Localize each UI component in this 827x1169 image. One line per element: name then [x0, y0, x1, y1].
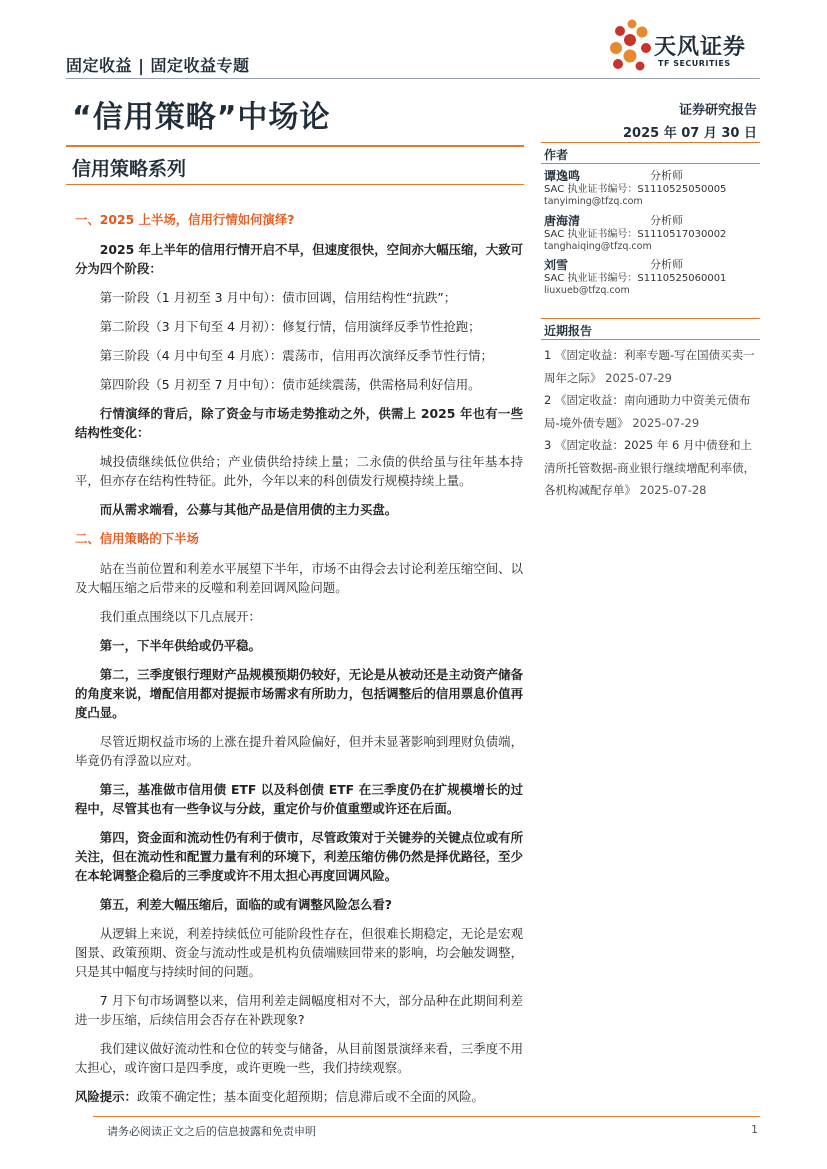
author-cert: SAC 执业证书编号：S1110525050005	[544, 184, 727, 195]
series-divider-bottom	[66, 184, 524, 185]
recent-report-date: 2025-07-29	[632, 415, 700, 430]
author-block	[544, 259, 760, 297]
logo-text: 天风证券	[654, 35, 747, 60]
footer-divider	[93, 1116, 760, 1117]
paragraph: 从逻辑上来说，利差持续低位可能阶段性存在，但很难长期稳定，无论是宏观图景、政策预期、资金与流动性或是机构负债端赎回带来的影响，均会触发调整，只是其中幅度与持续时间的问题。	[75, 926, 523, 979]
author-email[interactable]: tanghaiqing@tfzq.com	[544, 241, 652, 252]
risk-text: 政策不确定性；基本面变化超预期；信息滞后或不全面的风险。	[136, 1089, 484, 1104]
series-divider-top	[66, 145, 524, 147]
paragraph: 城投债继续低位供给；产业债供给持续上量；二永债的供给虽与往年基本持平，但亦存在结构性特征。此外，今年以来的科创债发行规模持续上量。	[75, 454, 523, 488]
paragraph: 我们建议做好流动性和仓位的转变与储备，从目前图景演绎来看，三季度不用太担心，或许窗口是四季度，或许更晚一些，我们持续观察。	[75, 1041, 523, 1075]
paragraph: 第三阶段（4 月中旬至 4 月底）：震荡市，信用再次演绎反季节性行情；	[99, 348, 493, 363]
paragraph: 行情演绎的背后，除了资金与市场走势推动之外，供需上 2025 年也有一些结构性变化：	[75, 406, 523, 440]
author-block	[544, 170, 760, 208]
author-role: 分析师	[650, 214, 683, 227]
recent-report-title[interactable]: 3 《固定收益：2025 年 6 月中债登和上清所托管数据-商业银行继续增配利率债，各机构减配存单》	[544, 438, 756, 497]
company-logo	[608, 18, 768, 74]
recent-reports-list	[544, 344, 760, 502]
paragraph: 第五，利差大幅压缩后，面临的或有调整风险怎么看?	[99, 897, 392, 912]
author-cert: SAC 执业证书编号：S1110517030002	[544, 229, 727, 240]
paragraph: 站在当前位置和利差水平展望下半年，市场不由得会去讨论利差压缩空间、以及大幅压缩之后带来的反噬和利差回调风险问题。	[75, 561, 523, 595]
logo-text-en: TF SECURITIES	[658, 59, 731, 68]
paragraph: 第一，下半年供给或仍平稳。	[99, 638, 261, 653]
paragraph: 第二阶段（3 月下旬至 4 月初）：修复行情，信用演绎反季节性抢跑；	[99, 319, 481, 334]
recent-reports-heading: 近期报告	[544, 324, 593, 338]
paragraph: 第四，资金面和流动性仍有利于债市，尽管政策对于关键券的关键点位或有所关注，但在流动性和配置力量有利的环境下，利差压缩仿佛仍然是择优路径，至少在本轮调整企稳后的三季度或许不用太担心再度回调风险。	[75, 830, 523, 883]
recent-report-item[interactable]	[544, 389, 760, 434]
report-type: 证券研究报告	[678, 103, 757, 118]
report-date: 2025 年 07 月 30 日	[623, 126, 757, 141]
paragraph: 尽管近期权益市场的上涨在提升着风险偏好，但并未显著影响到理财负债端，毕竟仍有浮盈以应对。	[75, 734, 523, 768]
recent-report-item[interactable]	[544, 344, 760, 389]
section-heading: 一、2025 上半场，信用行情如何演绎?	[75, 212, 295, 227]
logo-mark-icon	[608, 18, 656, 74]
report-title: “信用策略”中场论	[72, 100, 331, 135]
risk-label: 风险提示：	[75, 1089, 137, 1104]
authors-divider-top	[541, 142, 760, 143]
recent-report-title[interactable]: 1 《固定收益：利率专题-写在国债买卖一周年之际》	[544, 348, 755, 385]
paragraph: 第一阶段（1 月初至 3 月中旬）：债市回调，信用结构性“抗跌”；	[99, 290, 457, 305]
authors-heading: 作者	[544, 148, 569, 162]
author-cert: SAC 执业证书编号：S1110525060001	[544, 273, 727, 284]
author-email[interactable]: tanyiming@tfzq.com	[544, 196, 643, 207]
recent-report-item[interactable]	[544, 434, 760, 502]
report-category: 固定收益 | 固定收益专题	[66, 56, 250, 75]
series-title: 信用策略系列	[72, 158, 187, 180]
recent-report-title[interactable]: 2 《固定收益：南向通助力中资美元债布局-境外债专题》	[544, 393, 751, 430]
author-name: 谭逸鸣	[544, 169, 581, 183]
main-content	[75, 210, 523, 1116]
paragraph: 2025 年上半年的信用行情开启不早，但速度很快，空间亦大幅压缩，大致可分为四个阶段：	[75, 242, 523, 276]
recent-divider-bottom	[541, 339, 760, 340]
recent-report-date: 2025-07-29	[605, 370, 672, 385]
author-name: 唐海清	[544, 214, 581, 228]
section-heading: 二、信用策略的下半场	[75, 531, 199, 546]
paragraph: 7 月下旬市场调整以来，信用利差走阔幅度相对不大，部分品种在此期间利差进一步压缩，后续信用会否存在补跌现象?	[75, 993, 523, 1027]
authors-divider-bottom	[541, 163, 760, 164]
author-email[interactable]: liuxueb@tfzq.com	[544, 285, 630, 296]
risk-warning	[75, 1087, 523, 1106]
paragraph: 而从需求端看，公募与其他产品是信用债的主力买盘。	[99, 502, 398, 517]
recent-divider-top	[541, 318, 760, 319]
paragraph: 第三，基准做市信用债 ETF 以及科创债 ETF 在三季度仍在扩规模增长的过程中，尽管其也有一些争议与分歧，重定价与价值重塑或许还在后面。	[75, 782, 523, 816]
paragraph: 我们重点围绕以下几点展开：	[99, 609, 261, 624]
author-role: 分析师	[650, 258, 683, 271]
author-role: 分析师	[650, 169, 683, 182]
paragraph: 第四阶段（5 月初至 7 月中旬）：债市延续震荡，供需格局利好信用。	[99, 377, 481, 392]
paragraph: 第二，三季度银行理财产品规模预期仍较好，无论是从被动还是主动资产储备的角度来说，增配信用都对提振市场需求有所助力，包括调整后的信用票息价值再度凸显。	[75, 667, 523, 720]
author-name: 刘雪	[544, 258, 569, 272]
author-block	[544, 215, 760, 253]
recent-report-date: 2025-07-28	[639, 483, 707, 497]
footer-disclaimer: 请务必阅读正文之后的信息披露和免责申明	[107, 1125, 316, 1138]
header-divider	[66, 78, 760, 79]
page-number: 1	[751, 1123, 758, 1136]
